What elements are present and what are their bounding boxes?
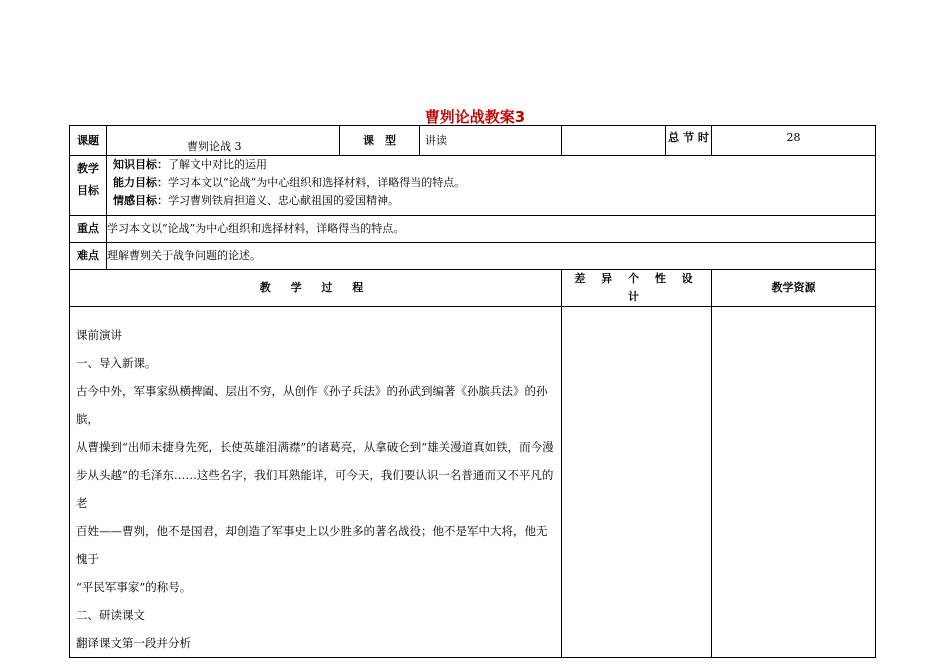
header-row [70, 126, 876, 156]
blank-cell [562, 126, 666, 156]
process-line: 古今中外，军事家纵横捭阖、层出不穷，从创作《孙子兵法》的孙武到编著《孙膑兵法》的孙膑， [76, 384, 548, 426]
difficulty-text: 理解曹刿关于战争问题的论述。 [107, 243, 876, 270]
process-line: 百姓——曹刿，他不是国君，却创造了军事史上以少胜多的著名战役；他不是军中大将，他无愧于 [76, 524, 548, 566]
process-body [70, 307, 561, 657]
document-title: 曹刿论战教案3 [424, 108, 526, 126]
objectives-label-line2: 目标 [77, 184, 99, 197]
lesson-plan-table [69, 125, 876, 658]
topic-label: 课题 [70, 126, 107, 156]
knowledge-label: 知识目标： [113, 158, 168, 171]
emotion-objective [107, 192, 875, 210]
process-line: 二、研读课文 [76, 608, 145, 622]
process-line: 翻译课文第一段并分析 [76, 636, 191, 650]
process-body-row [70, 307, 876, 658]
process-header: 教 学 过 程 [70, 270, 562, 307]
resources-body-cell [712, 307, 876, 658]
objectives-content [107, 156, 876, 216]
type-label: 课 型 [340, 126, 420, 156]
topic-value: 曹刿论战 3 [107, 126, 340, 156]
objectives-label-line1: 教学 [77, 162, 99, 175]
design-body-cell [562, 307, 712, 658]
objectives-label [70, 156, 107, 216]
emotion-text: 学习曹刿铁肩担道义、忠心献祖国的爱国精神。 [168, 194, 399, 207]
design-header: 差 异 个 性 设 计 [562, 270, 712, 307]
section-header-row [70, 270, 876, 307]
ability-label: 能力目标： [113, 176, 168, 189]
ability-text: 学习本文以“论战”为中心组织和选择材料，详略得当的特点。 [168, 176, 466, 189]
type-value: 讲读 [420, 126, 562, 156]
objectives-row [70, 156, 876, 216]
total-value: 28 [712, 126, 876, 156]
total-label: 总 节 时 [666, 126, 712, 156]
process-line: 一、导入新课。 [76, 356, 157, 370]
process-body-cell [70, 307, 562, 658]
process-line: “平民军事家”的称号。 [76, 580, 192, 594]
ability-objective [107, 174, 875, 192]
resources-header: 教学资源 [712, 270, 876, 307]
key-point-text: 学习本文以“论战”为中心组织和选择材料，详略得当的特点。 [107, 216, 876, 243]
process-line: 从曹操到“出师未捷身先死，长使英雄泪满襟”的诸葛亮，从拿破仑到“雄关漫道真如铁，而今漫 [76, 440, 554, 454]
knowledge-text: 了解文中对比的运用 [168, 158, 267, 171]
process-line: 步从头越”的毛泽东……这些名字，我们耳熟能详，可今天，我们要认识一名普通而又不平凡的老 [76, 468, 554, 510]
knowledge-objective [107, 156, 875, 174]
difficulty-label: 难点 [70, 243, 107, 270]
key-point-label: 重点 [70, 216, 107, 243]
difficulty-row [70, 243, 876, 270]
emotion-label: 情感目标： [113, 194, 168, 207]
key-point-row [70, 216, 876, 243]
process-line: 课前演讲 [76, 328, 122, 342]
